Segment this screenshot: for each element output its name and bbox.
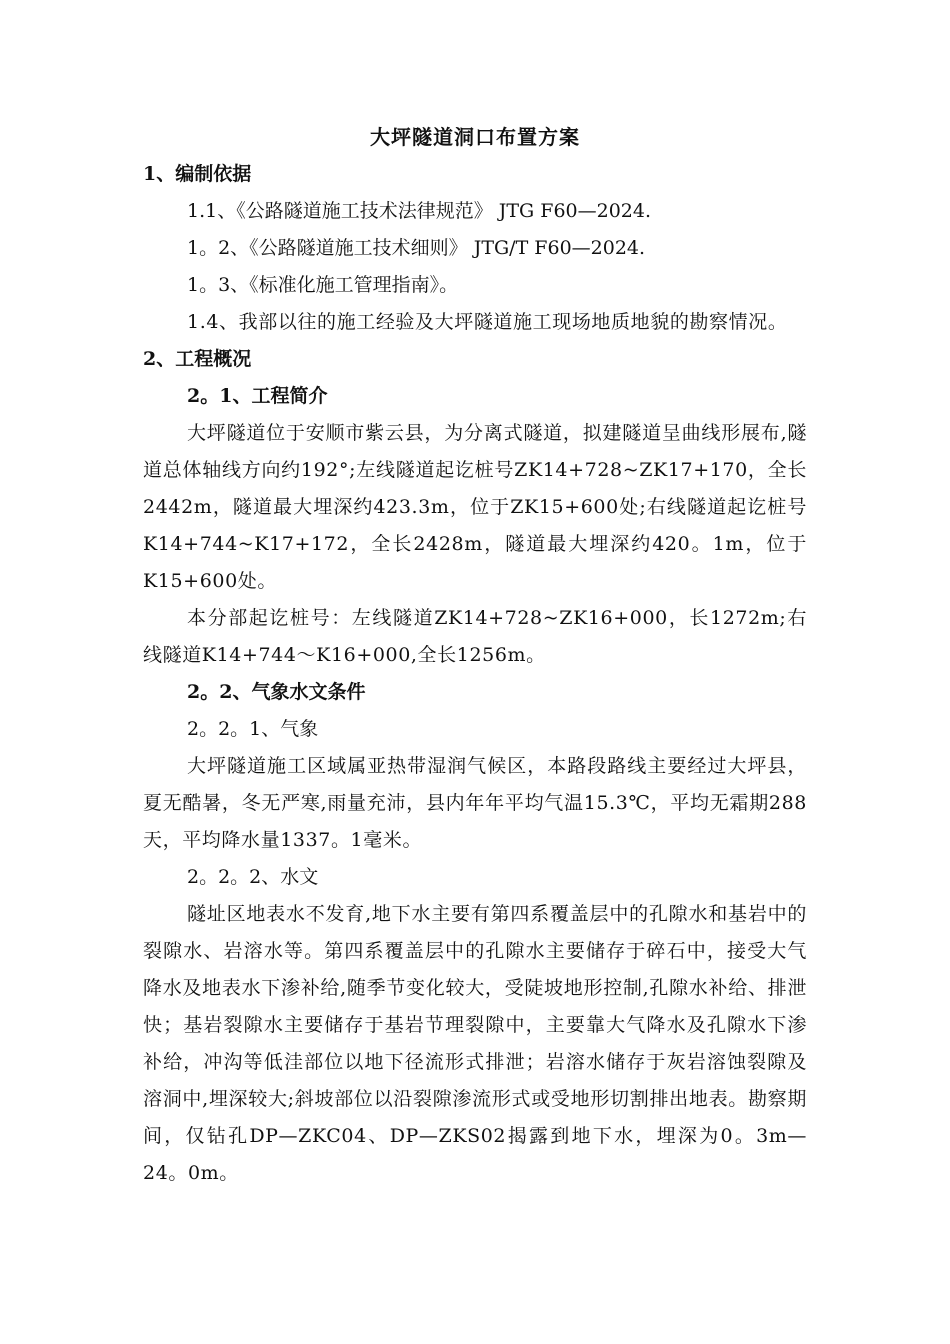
section-1-heading: 1、编制依据 [143, 163, 252, 185]
division-range-paragraph: 本分部起讫桩号：左线隧道ZK14+728~ZK16+000，长1272m;右线隧道K14+744～K16+000,全长1256m。 [143, 607, 807, 666]
weather-heading: 2。2。1、气象 [187, 718, 319, 740]
basis-item-4: 1.4、我部以往的施工经验及大坪隧道施工现场地质地貌的勘察情况。 [187, 311, 788, 333]
document-page [143, 118, 807, 1192]
hydrology-paragraph: 隧址区地表水不发育,地下水主要有第四系覆盖层中的孔隙水和基岩中的裂隙水、岩溶水等。第四系覆盖层中的孔隙水主要储存于碎石中，接受大气降水及地表水下渗补给,随季节变化较大，受陡坡地形控制,孔隙水补给、排泄快；基岩裂隙水主要储存于基岩节理裂隙中，主要靠大气降水及孔隙水下渗补给，冲沟等低洼部位以地下径流形式排泄；岩溶水储存于灰岩溶蚀裂隙及溶洞中,埋深较大;斜坡部位以沿裂隙渗流形式或受地形切割排出地表。勘察期间，仅钻孔DP—ZKC04、DP—ZKS02揭露到地下水，埋深为0。3m—24。0m。 [143, 903, 807, 1184]
section-2-2-heading: 2。2、气象水文条件 [187, 681, 366, 703]
document-title: 大坪隧道洞口布置方案 [370, 125, 580, 149]
hydrology-heading: 2。2。2、水文 [187, 866, 319, 888]
project-intro-paragraph: 大坪隧道位于安顺市紫云县，为分离式隧道，拟建隧道呈曲线形展布,隧道总体轴线方向约192°;左线隧道起讫桩号ZK14+728~ZK17+170，全长2442m，隧道最大埋深约423.3m，位于ZK15+600处;右线隧道起讫桩号K14+744~K17+172，全长2428m，隧道最大埋深约420。1m，位于K15+600处。 [143, 422, 807, 592]
basis-item-2: 1。2、《公路隧道施工技术细则》 JTG/T F60—2024. [187, 237, 646, 259]
section-2-1-heading: 2。1、工程简介 [187, 385, 328, 407]
basis-item-1: 1.1、《公路隧道施工技术法律规范》 JTG F60—2024. [187, 200, 652, 222]
section-2-heading: 2、工程概况 [143, 348, 252, 370]
basis-item-3: 1。3、《标准化施工管理指南》。 [187, 274, 459, 296]
weather-paragraph: 大坪隧道施工区域属亚热带湿润气候区，本路段路线主要经过大坪县，夏无酷暑，冬无严寒,雨量充沛，县内年年平均气温15.3℃，平均无霜期288天，平均降水量1337。1毫米。 [143, 755, 807, 851]
